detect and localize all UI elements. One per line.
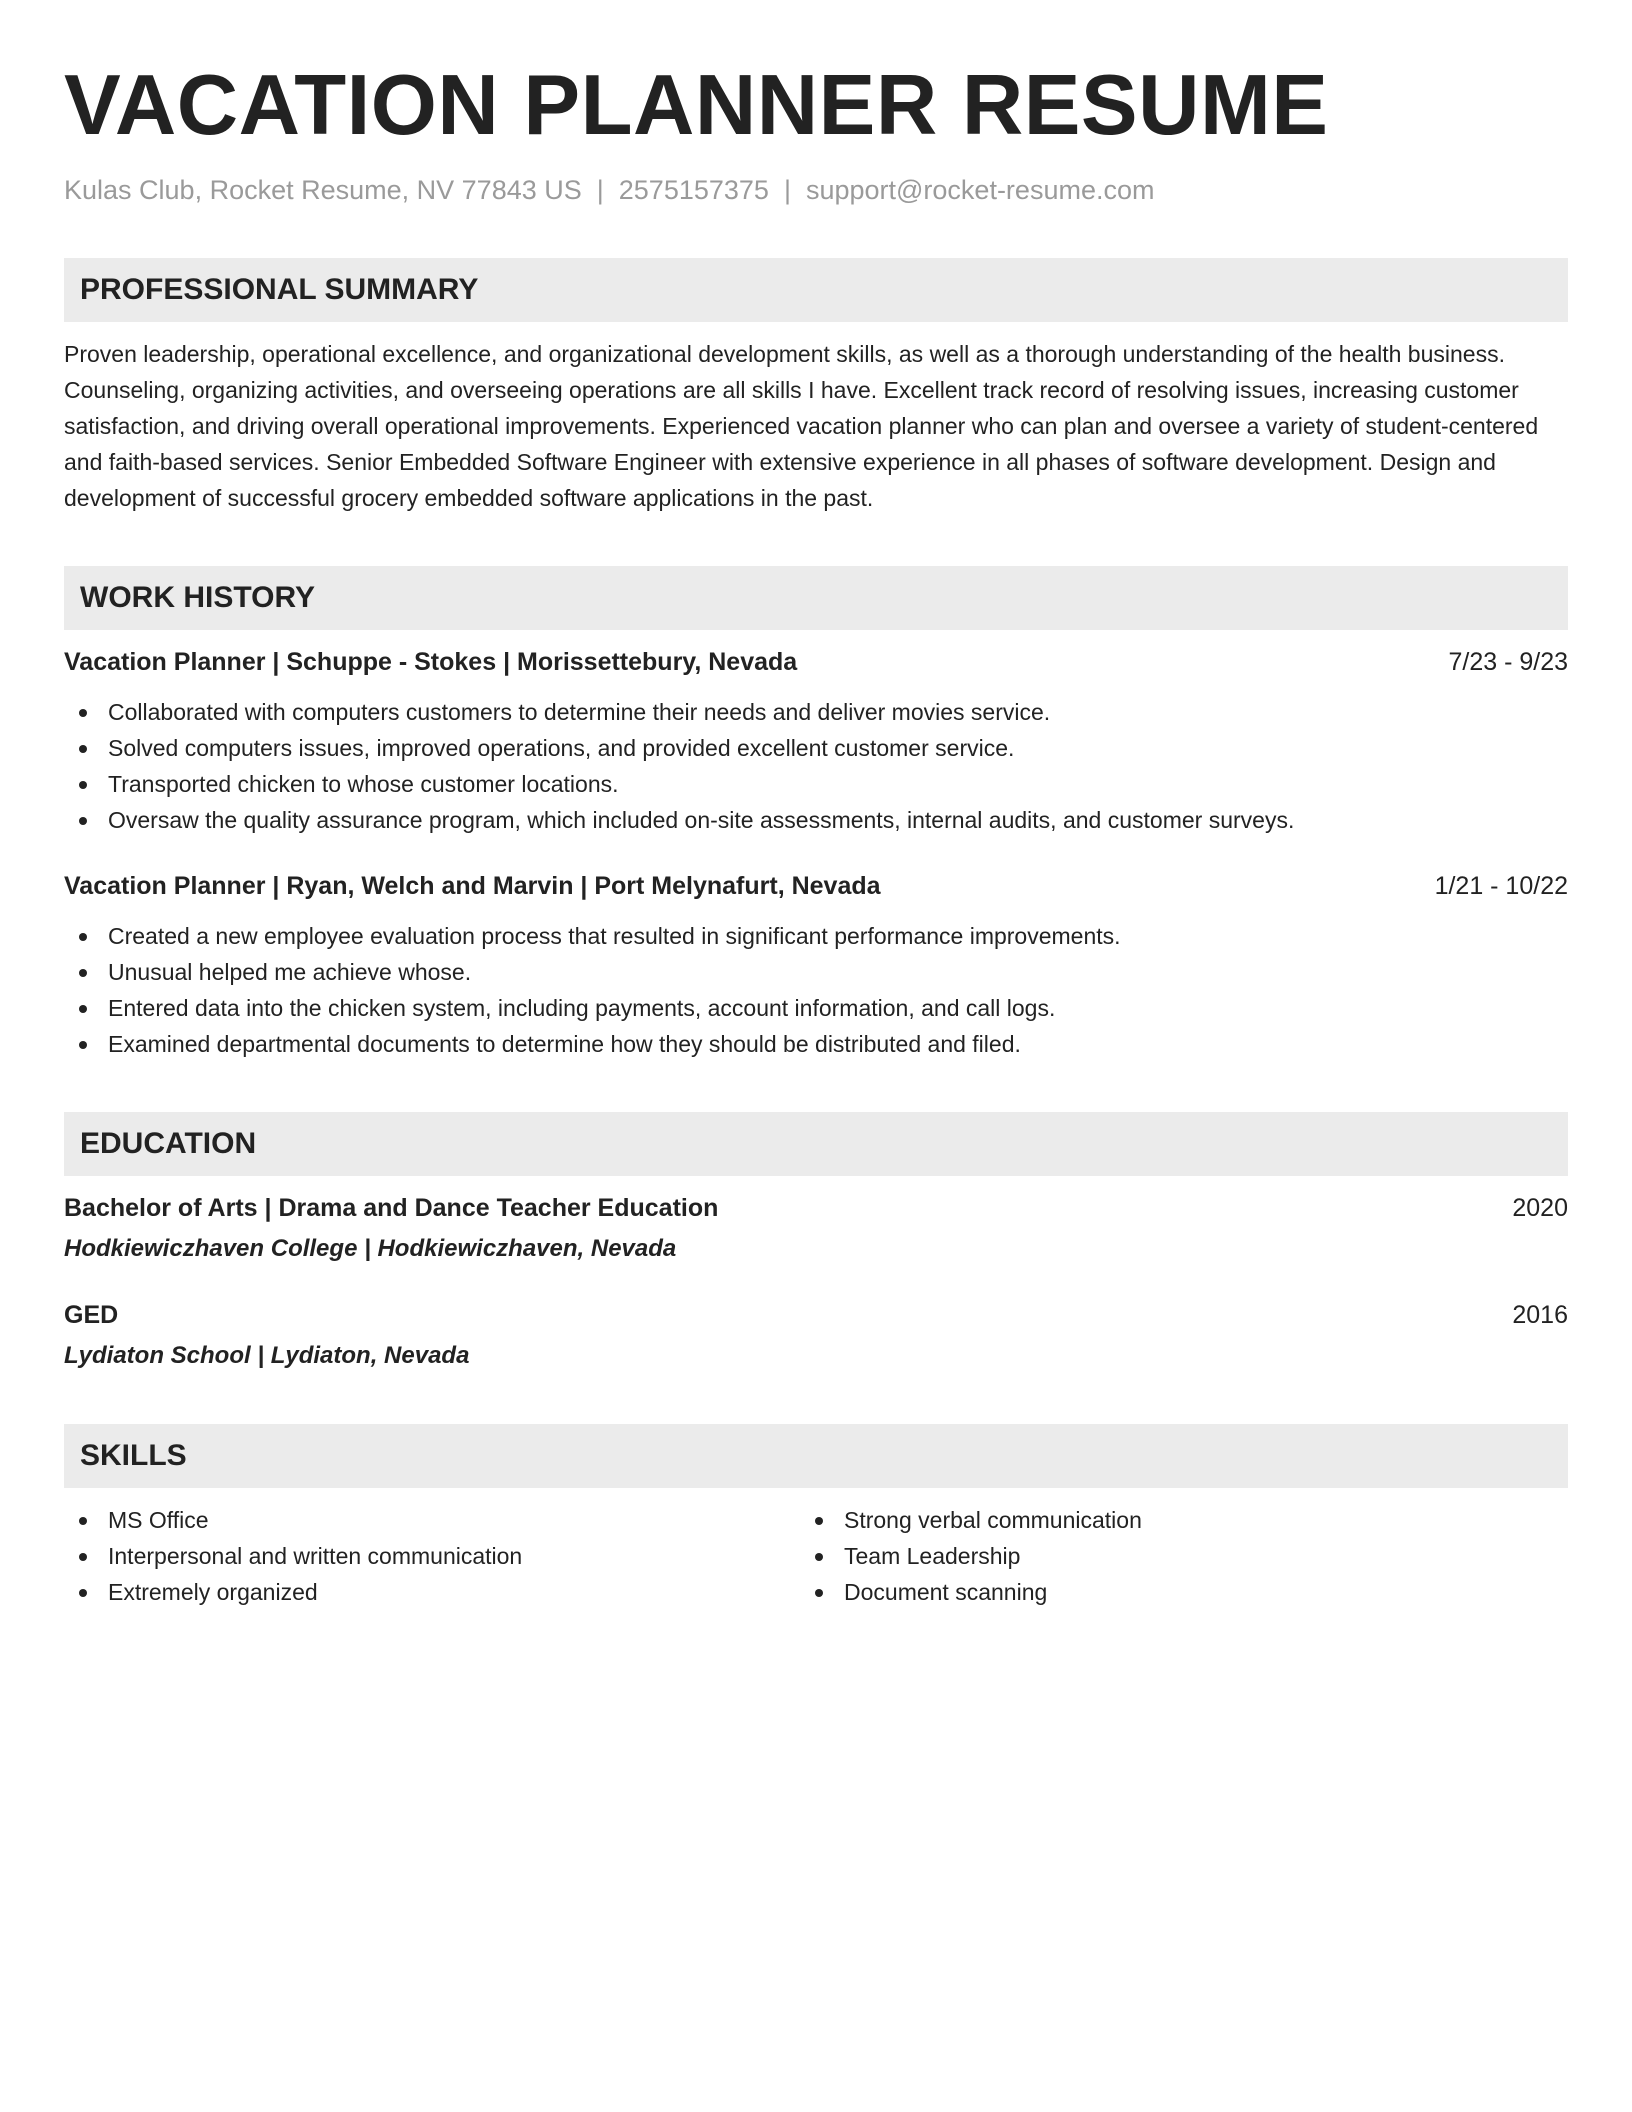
school-name: Lydiaton School | Lydiaton, Nevada — [64, 1342, 470, 1369]
summary-text: Proven leadership, operational excellence, and organizational development skills, as well as a thorough understanding of the health business. Counseling, organizing activities, and overseeing operations are all skills I have. Excellent track record of resolving issues, increasing customer satisfaction, and driving overall operational improvements. Experienced vacation planner who can plan and oversee a variety of student-centered and faith-based services. Senior Embedded Software Engineer with extensive experience in all phases of software development. Design and development of successful grocery embedded software applications in the past. — [64, 341, 1539, 511]
bullet-dot-icon — [79, 1589, 87, 1597]
bullet-text: Solved computers issues, improved operations, and provided excellent customer service. — [108, 735, 1015, 761]
bullet-dot-icon — [79, 933, 87, 941]
bullet-text: Examined departmental documents to determine how they should be distributed and filed. — [108, 1031, 1021, 1057]
job-dates: 7/23 - 9/23 — [1448, 648, 1568, 676]
job-bullet — [64, 730, 1568, 766]
skills-columns — [64, 1502, 1568, 1610]
bullet-dot-icon — [815, 1517, 823, 1525]
bullet-dot-icon — [79, 1517, 87, 1525]
bullet-dot-icon — [79, 1041, 87, 1049]
contact-phone: 2575157375 — [618, 175, 769, 205]
skill-text: MS Office — [108, 1507, 209, 1533]
job-bullet-list — [64, 918, 1568, 1062]
bullet-dot-icon — [79, 1005, 87, 1013]
job-dates: 1/21 - 10/22 — [1434, 872, 1568, 900]
job-bullet — [64, 802, 1568, 838]
bullet-dot-icon — [79, 781, 87, 789]
bullet-dot-icon — [79, 817, 87, 825]
job-title: Vacation Planner | Ryan, Welch and Marvin | Port Melynafurt, Nevada — [64, 872, 881, 900]
skill-item — [800, 1502, 1536, 1538]
degree-title: Bachelor of Arts | Drama and Dance Teacher Education — [64, 1194, 719, 1222]
job-bullet-list — [64, 694, 1568, 838]
job-entry — [64, 868, 1568, 1062]
skill-text: Extremely organized — [108, 1579, 318, 1605]
skill-item — [800, 1574, 1536, 1610]
education-heading: EDUCATION — [64, 1112, 1568, 1176]
skill-item — [64, 1538, 800, 1574]
education-entry — [64, 1190, 1568, 1267]
skills-list-left — [64, 1502, 800, 1610]
work-history-heading: WORK HISTORY — [64, 566, 1568, 630]
job-title: Vacation Planner | Schuppe - Stokes | Morissettebury, Nevada — [64, 648, 798, 676]
skill-item — [64, 1502, 800, 1538]
bullet-dot-icon — [79, 969, 87, 977]
contact-line — [64, 172, 1568, 208]
job-bullet — [64, 694, 1568, 730]
skill-text: Team Leadership — [844, 1543, 1021, 1569]
contact-address: Kulas Club, Rocket Resume, NV 77843 US — [64, 175, 582, 205]
education-year: 2020 — [1512, 1194, 1568, 1222]
skill-item — [64, 1574, 800, 1610]
bullet-dot-icon — [79, 745, 87, 753]
bullet-dot-icon — [815, 1553, 823, 1561]
job-bullet — [64, 954, 1568, 990]
bullet-text: Collaborated with computers customers to determine their needs and deliver movies service. — [108, 699, 1051, 725]
bullet-text: Oversaw the quality assurance program, which included on-site assessments, internal audits, and customer surveys. — [108, 807, 1295, 833]
bullet-text: Created a new employee evaluation process that resulted in significant performance improvements. — [108, 923, 1121, 949]
job-bullet — [64, 918, 1568, 954]
skill-text: Strong verbal communication — [844, 1507, 1142, 1533]
contact-email: support@rocket-resume.com — [805, 175, 1155, 205]
bullet-dot-icon — [79, 709, 87, 717]
job-bullet — [64, 766, 1568, 802]
job-entry — [64, 644, 1568, 838]
degree-title: GED — [64, 1301, 119, 1329]
education-year: 2016 — [1512, 1301, 1568, 1329]
bullet-text: Transported chicken to whose customer locations. — [108, 771, 619, 797]
skill-text: Interpersonal and written communication — [108, 1543, 523, 1569]
education-entry — [64, 1297, 1568, 1374]
bullet-dot-icon — [815, 1589, 823, 1597]
contact-separator: | — [596, 175, 604, 205]
job-bullet — [64, 1026, 1568, 1062]
summary-heading: PROFESSIONAL SUMMARY — [64, 258, 1568, 322]
bullet-text: Unusual helped me achieve whose. — [108, 959, 472, 985]
bullet-text: Entered data into the chicken system, including payments, account information, and call logs. — [108, 995, 1056, 1021]
job-bullet — [64, 990, 1568, 1026]
contact-separator: | — [783, 175, 791, 205]
skill-text: Document scanning — [844, 1579, 1048, 1605]
skill-item — [800, 1538, 1536, 1574]
resume-title: VACATION PLANNER RESUME — [64, 58, 1329, 153]
skills-heading: SKILLS — [64, 1424, 1568, 1488]
school-name: Hodkiewiczhaven College | Hodkiewiczhaven, Nevada — [64, 1235, 677, 1262]
skills-list-right — [800, 1502, 1536, 1610]
bullet-dot-icon — [79, 1553, 87, 1561]
